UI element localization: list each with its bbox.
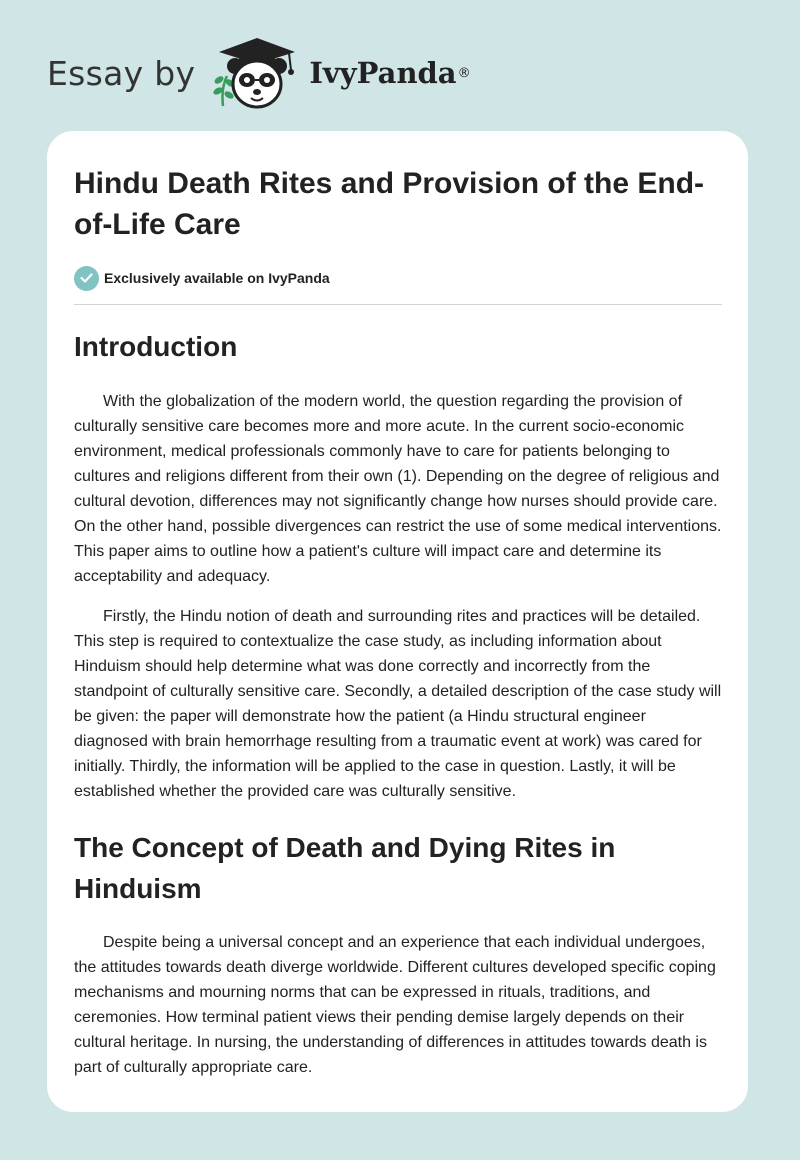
- paragraph: Firstly, the Hindu notion of death and surrounding rites and practices will be detailed. This step is required to contextualize the case study, as including information about Hinduism should help determine what was done correctly and incorrectly from the standpoint of culturally sensitive care. Secondly, a detailed description of the case study will be given: the paper will demonstrate how the patient (a Hindu structural engineer diagnosed with brain hemorrhage resulting from a traumatic event at work) was cared for initially. Thirdly, the information will be applied to the case in question. Lastly, it will be established whether the provided care was culturally sensitive.: [74, 608, 722, 800]
- essay-card: [47, 131, 748, 1112]
- check-circle-icon: [74, 266, 99, 291]
- panda-logo-icon[interactable]: [209, 36, 305, 110]
- exclusive-badge: [74, 265, 722, 291]
- ivypanda-wordmark[interactable]: IvyPanda: [309, 56, 457, 90]
- exclusive-label: Exclusively available on IvyPanda: [104, 270, 330, 286]
- registered-mark: ®: [457, 65, 471, 81]
- section-heading-introduction: Introduction: [74, 331, 238, 362]
- paragraph: With the globalization of the modern world, the question regarding the provision of culturally sensitive care becomes more and more acute. In the current socio-economic environment, medical professionals commonly have to care for patients belonging to cultures and religions different from their own (1). Depending on the degree of religious and cultural devotion, differences may not significantly change how nurses should provide care. On the other hand, possible divergences can restrict the use of some medical interventions. This paper aims to outline how a patient's culture will impact care and determine its acceptability and adequacy.: [74, 393, 722, 585]
- section-heading-concept-of-death: The Concept of Death and Dying Rites in Hinduism: [74, 832, 616, 904]
- brand-header: [47, 36, 471, 110]
- paragraph: Despite being a universal concept and an experience that each individual undergoes, the attitudes towards death diverge worldwide. Different cultures developed specific coping mechanisms and mourning norms that can be expressed in rituals, traditions, and ceremonies. How terminal patient views their pending demise largely depends on their cultural heritage. In nursing, the understanding of differences in attitudes towards death is part of culturally appropriate care.: [74, 934, 716, 1076]
- essay-by-label: Essay by: [47, 53, 196, 93]
- title-divider: [74, 304, 722, 305]
- essay-title: Hindu Death Rites and Provision of the End-of-Life Care: [74, 167, 705, 241]
